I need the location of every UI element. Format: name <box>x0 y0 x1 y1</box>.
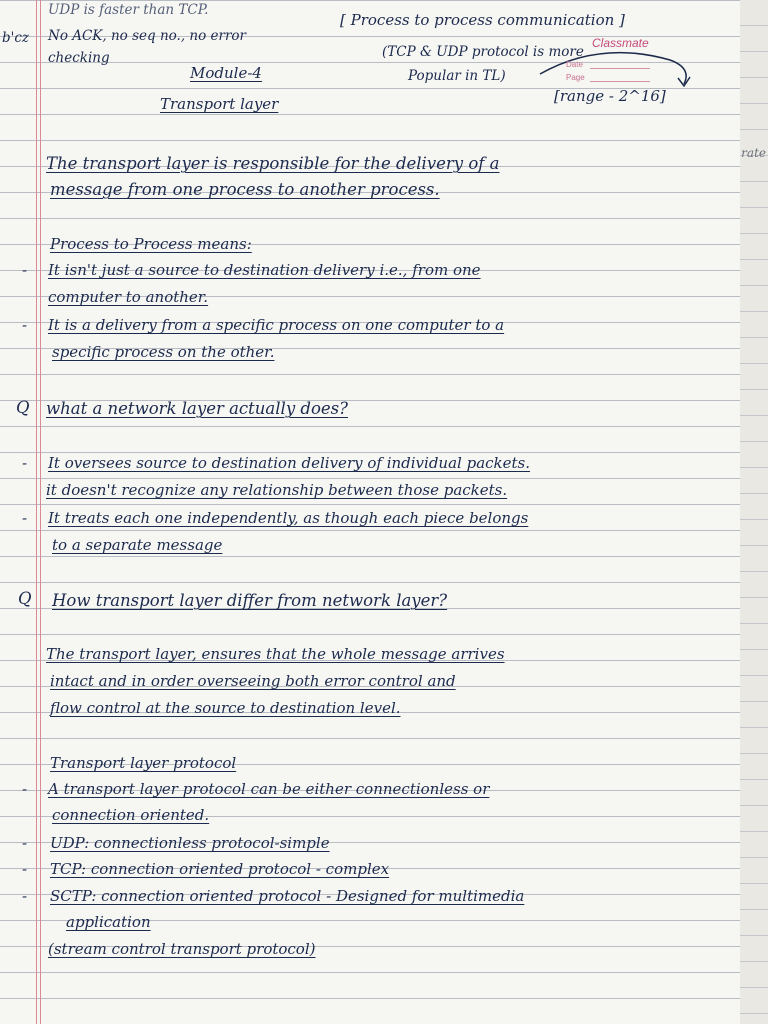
text-line: to a separate message <box>52 536 223 554</box>
bullet-dash: - <box>22 509 28 527</box>
notebook-stamp <box>560 36 678 88</box>
text-line: It treats each one independently, as though each piece belongs <box>48 509 529 527</box>
bullet-dash: - <box>22 261 28 279</box>
text-line: (stream control transport protocol) <box>48 940 316 958</box>
section-heading: Process to Process means: <box>50 235 252 253</box>
stamp-page-label: Page <box>566 73 585 82</box>
text-line: It isn't just a source to destination delivery i.e., from one <box>48 261 481 279</box>
bullet-dash: - <box>22 860 28 878</box>
question-mark: Q <box>16 398 30 417</box>
question-text: How transport layer differ from network layer? <box>52 591 448 610</box>
stamp-line <box>590 81 650 82</box>
text-line: specific process on the other. <box>52 343 275 361</box>
text-line: message from one process to another process. <box>50 180 440 199</box>
section-heading: Transport layer protocol <box>50 754 237 772</box>
page-title: Transport layer <box>160 95 279 113</box>
stamp-brand: Classmate <box>592 36 649 50</box>
bullet-dash: - <box>22 834 28 852</box>
question-text: what a network layer actually does? <box>46 399 348 418</box>
note-prefix: b'cz <box>2 30 30 46</box>
stamp-date-label: Date <box>566 60 583 69</box>
text-line: it doesn't recognize any relationship between those packets. <box>46 481 508 499</box>
text-line: It is a delivery from a specific process on one computer to a <box>48 316 505 334</box>
bullet-dash: - <box>22 316 28 334</box>
text-line: computer to another. <box>48 288 209 306</box>
text-line: flow control at the source to destination level. <box>50 699 401 717</box>
popular-note: Popular in TL) <box>408 68 506 84</box>
note-line: UDP is faster than TCP. <box>48 2 209 18</box>
bullet-dash: - <box>22 887 28 905</box>
note-line: No ACK, no seq no., no error <box>48 28 246 44</box>
bullet-dash: - <box>22 780 28 798</box>
edge-text: rate <box>741 146 766 160</box>
text-line: intact and in order overseeing both error control and <box>50 672 456 690</box>
text-line: connection oriented. <box>52 806 210 824</box>
text-line: TCP: connection oriented protocol - complex <box>50 860 390 878</box>
stamp-line <box>590 68 650 69</box>
text-line: application <box>66 913 151 931</box>
range-note: [range - 2^16] <box>554 87 666 105</box>
text-line: A transport layer protocol can be either connectionless or <box>48 780 490 798</box>
text-line: UDP: connectionless protocol-simple <box>50 834 330 852</box>
note-line: checking <box>48 50 110 66</box>
topic-bracket: [ Process to process communication ] <box>340 11 625 29</box>
protocol-note: (TCP & UDP protocol is more <box>382 44 584 60</box>
question-mark: Q <box>18 589 32 608</box>
margin-line <box>40 0 41 1024</box>
next-page-edge <box>740 0 768 1024</box>
bullet-dash: - <box>22 454 28 472</box>
text-line: It oversees source to destination delivery of individual packets. <box>48 454 531 472</box>
text-line: SCTP: connection oriented protocol - Designed for multimedia <box>50 887 525 905</box>
text-line: The transport layer, ensures that the whole message arrives <box>46 645 505 663</box>
text-line: The transport layer is responsible for the delivery of a <box>46 154 500 173</box>
margin-line <box>36 0 37 1024</box>
module-title: Module-4 <box>190 64 262 82</box>
